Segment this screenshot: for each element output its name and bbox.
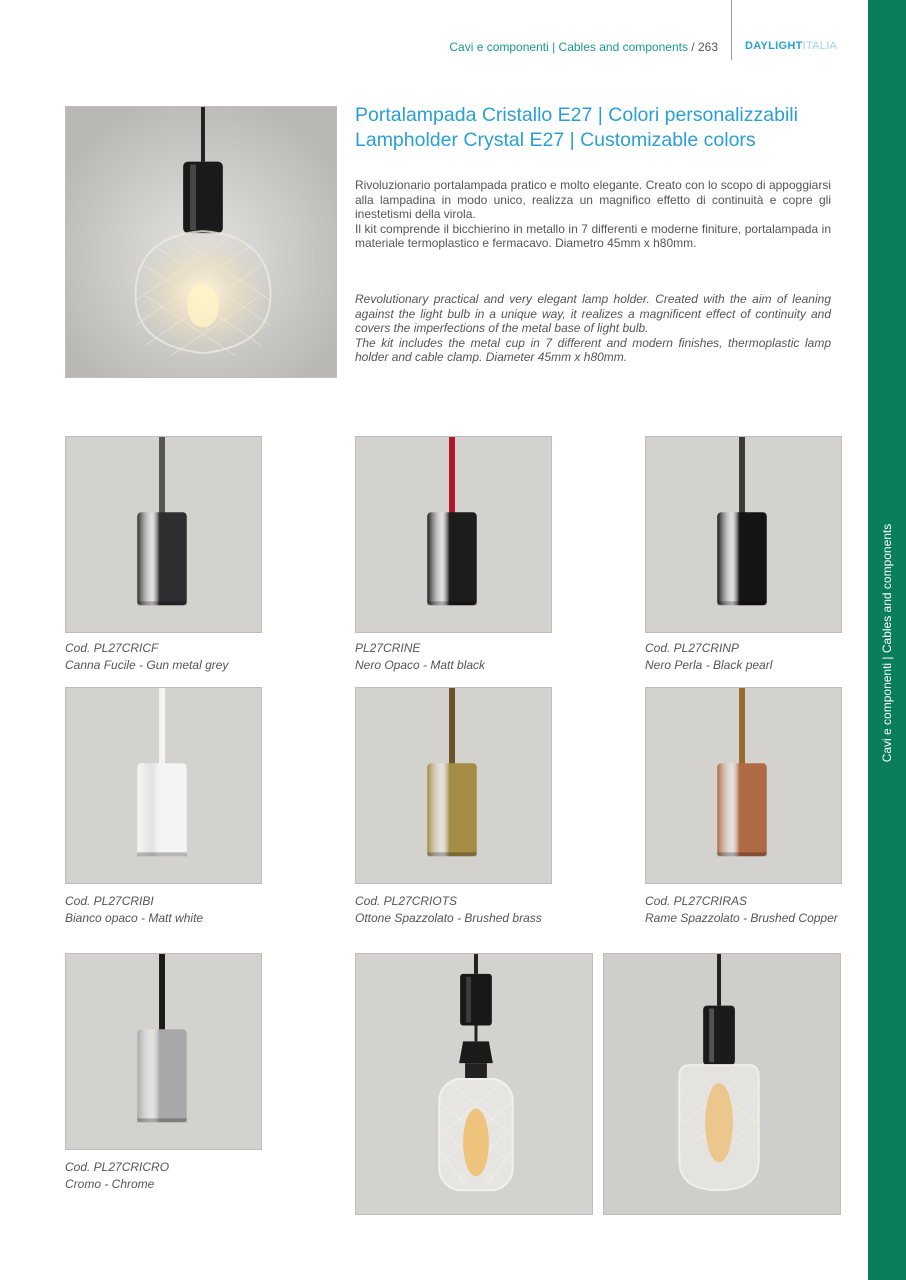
product-caption <box>65 893 203 927</box>
lampholder-with-bulb-photo <box>603 953 841 1215</box>
description-italian: Rivoluzionario portalampada pratico e molto elegante. Creato con lo scopo di appoggiarsi alla lampadina in modo unico, realizza un magnifico effetto di continuità e copre gli inestetismi della virola. Il kit comprende il bicchierino in metallo in 7 differenti e moderne finiture, portalampada in materiale termoplastico e fermacavo. Diametro 45mm x h80mm. <box>355 178 831 251</box>
product-title <box>355 103 845 153</box>
product-name: Canna Fucile - Gun metal grey <box>65 658 229 672</box>
pendant-illustration <box>356 437 551 632</box>
cable <box>449 688 455 767</box>
section-title: Cavi e componenti | Cables and components <box>449 40 688 54</box>
product-code: Cod. PL27CRICRO <box>65 1160 170 1174</box>
product-name: Bianco opaco - Matt white <box>65 911 204 925</box>
cable <box>159 437 165 516</box>
metal-cup <box>427 512 476 605</box>
title-english: Lampholder Crystal E27 | Customizable colors <box>355 129 756 151</box>
cable <box>449 437 455 516</box>
product-name: Nero Opaco - Matt black <box>355 658 486 672</box>
metal-cup <box>717 512 766 605</box>
product-photo <box>645 436 842 633</box>
product-caption <box>645 640 772 674</box>
product-code: Cod. PL27CRINP <box>645 641 740 655</box>
title-italian: Portalampada Cristallo E27 | Colori personalizzabili <box>355 104 798 126</box>
running-header <box>449 40 718 54</box>
pendant-illustration <box>66 688 261 883</box>
description-english: Revolutionary practical and very elegant lamp holder. Created with the aim of leaning against the light bulb in a unique way, it realizes a magnificent effect of continuity and covers the imperfections of the metal base of light bulb. The kit includes the metal cup in 7 different and modern finishes, thermoplastic lamp holder and cable clamp. Diameter 45mm x h80mm. <box>355 292 831 365</box>
lampholder-with-bulb-photo <box>355 953 593 1215</box>
product-caption <box>65 1159 169 1193</box>
product-caption <box>355 893 542 927</box>
product-code: PL27CRINE <box>355 641 421 655</box>
cable <box>159 954 165 1033</box>
product-name: Cromo - Chrome <box>65 1177 155 1191</box>
product-photo <box>355 436 552 633</box>
product-photo <box>65 436 262 633</box>
product-caption <box>355 640 485 674</box>
product-name: Nero Perla - Black pearl <box>645 658 773 672</box>
pendant-illustration <box>66 954 261 1149</box>
product-photo <box>355 687 552 884</box>
product-code: Cod. PL27CRIOTS <box>355 894 458 908</box>
product-caption <box>65 640 228 674</box>
product-code: Cod. PL27CRICF <box>65 641 159 655</box>
header-divider <box>731 0 732 60</box>
product-photo <box>65 687 262 884</box>
pendant-illustration <box>356 688 551 883</box>
page-number: / 263 <box>691 40 718 54</box>
pendant-illustration <box>646 688 841 883</box>
product-code: Cod. PL27CRIRAS <box>645 894 748 908</box>
cable <box>739 437 745 516</box>
metal-cup <box>427 763 476 856</box>
product-caption <box>645 893 838 927</box>
metal-cup <box>137 1029 186 1122</box>
cable <box>739 688 745 767</box>
hero-lamp-photo <box>65 106 337 378</box>
side-band-label: Cavi e componenti | Cables and components <box>880 523 894 763</box>
metal-cup <box>717 763 766 856</box>
pendant-illustration <box>646 437 841 632</box>
product-name: Ottone Spazzolato - Brushed brass <box>355 911 542 925</box>
metal-cup <box>137 763 186 856</box>
cable <box>159 688 165 767</box>
product-code: Cod. PL27CRIBI <box>65 894 154 908</box>
product-name: Rame Spazzolato - Brushed Copper <box>645 911 838 925</box>
pendant-illustration <box>66 437 261 632</box>
product-photo <box>65 953 262 1150</box>
brand-logo: DAYLIGHTITALIA <box>745 40 838 52</box>
metal-cup <box>137 512 186 605</box>
product-photo <box>645 687 842 884</box>
